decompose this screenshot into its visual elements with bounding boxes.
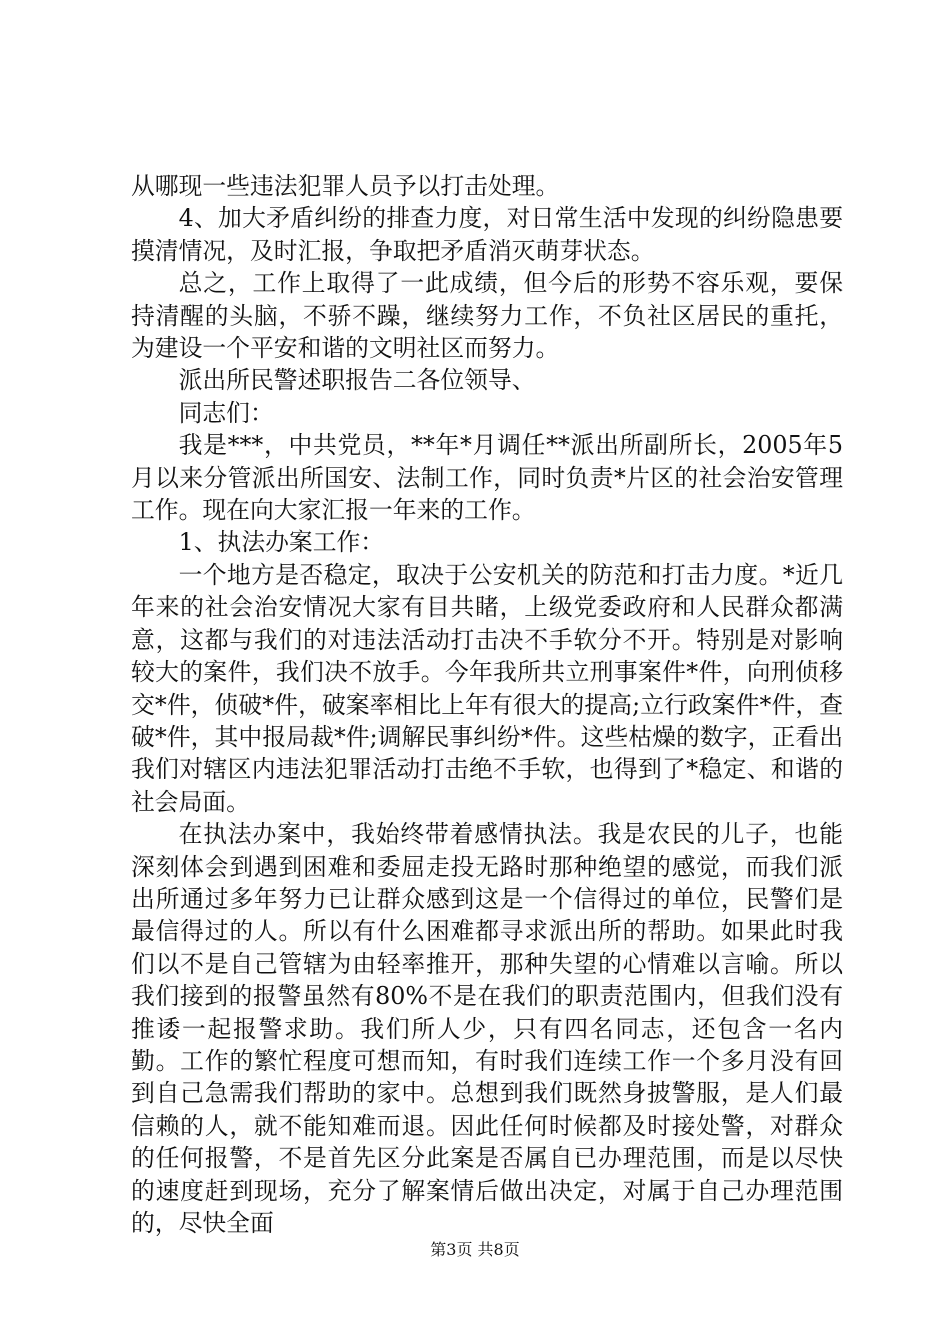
paragraph: 4、加大矛盾纠纷的排查力度，对日常生活中发现的纠纷隐患要摸清情况，及时汇报，争取把矛盾消灭萌芽状态。: [131, 204, 843, 265]
paragraph: 在执法办案中，我始终带着感情执法。我是农民的儿子，也能深刻体会到遇到困难和委屈走投无路时那种绝望的感觉，而我们派出所通过多年努力已让群众感到这是一个信得过的单位，民警们是最信得过的人。所以有什么困难都寻求派出所的帮助。如果此时我们以不是自己管辖为由轻率推开，那种失望的心情难以言喻。所以我们接到的报警虽然有80%不是在我们的职责范围内，但我们没有推诿一起报警求助。我们所人少，只有四名同志，还包含一名内勤。工作的繁忙程度可想而知，有时我们连续工作一个多月没有回到自己急需我们帮助的家中。总想到我们既然身披警服，是人们最信赖的人，就不能知难而退。因此任何时候都及时接处警，对群众的任何报警，不是首先区分此案是否属自已办理范围，而是以尽快的速度赶到现场，充分了解案情后做出决定，对属于自己办理范围的，尽快全面: [131, 820, 843, 1237]
paragraph: 从哪现一些违法犯罪人员予以打击处理。: [131, 172, 560, 200]
paragraph: 一个地方是否稳定，取决于公安机关的防范和打击力度。*近几年来的社会治安情况大家有目共睹，上级党委政府和人民群众都满意，这都与我们的对违法活动打击决不手软分不开。特别是对影响较大的案件，我们决不放手。今年我所共立刑事案件*件，向刑侦移交*件，侦破*件，破案率相比上年有很大的提高;立行政案件*件，查破*件，其中报局裁*件;调解民事纠纷*件。这些枯燥的数字，正看出我们对辖区内违法犯罪活动打击绝不手软，也得到了*稳定、和谐的社会局面。: [131, 560, 843, 816]
paragraph: 派出所民警述职报告二各位领导、: [178, 366, 536, 395]
paragraph: 总之，工作上取得了一此成绩，但今后的形势不容乐观，要保持清醒的头脑，不骄不躁，继续努力工作，不负社区居民的重托，为建设一个平安和谐的文明社区而努力。: [131, 269, 843, 363]
page-number-footer: 第3页 共8页: [430, 1240, 520, 1259]
paragraph: 1、执法办案工作：: [178, 528, 385, 557]
document-body: [131, 170, 843, 1239]
paragraph: 同志们：: [178, 398, 274, 427]
paragraph: 我是***，中共党员，**年*月调任**派出所副所长，2005年5月以来分管派出所国安、法制工作，同时负责*片区的社会治安管理工作。现在向大家汇报一年来的工作。: [131, 431, 843, 525]
